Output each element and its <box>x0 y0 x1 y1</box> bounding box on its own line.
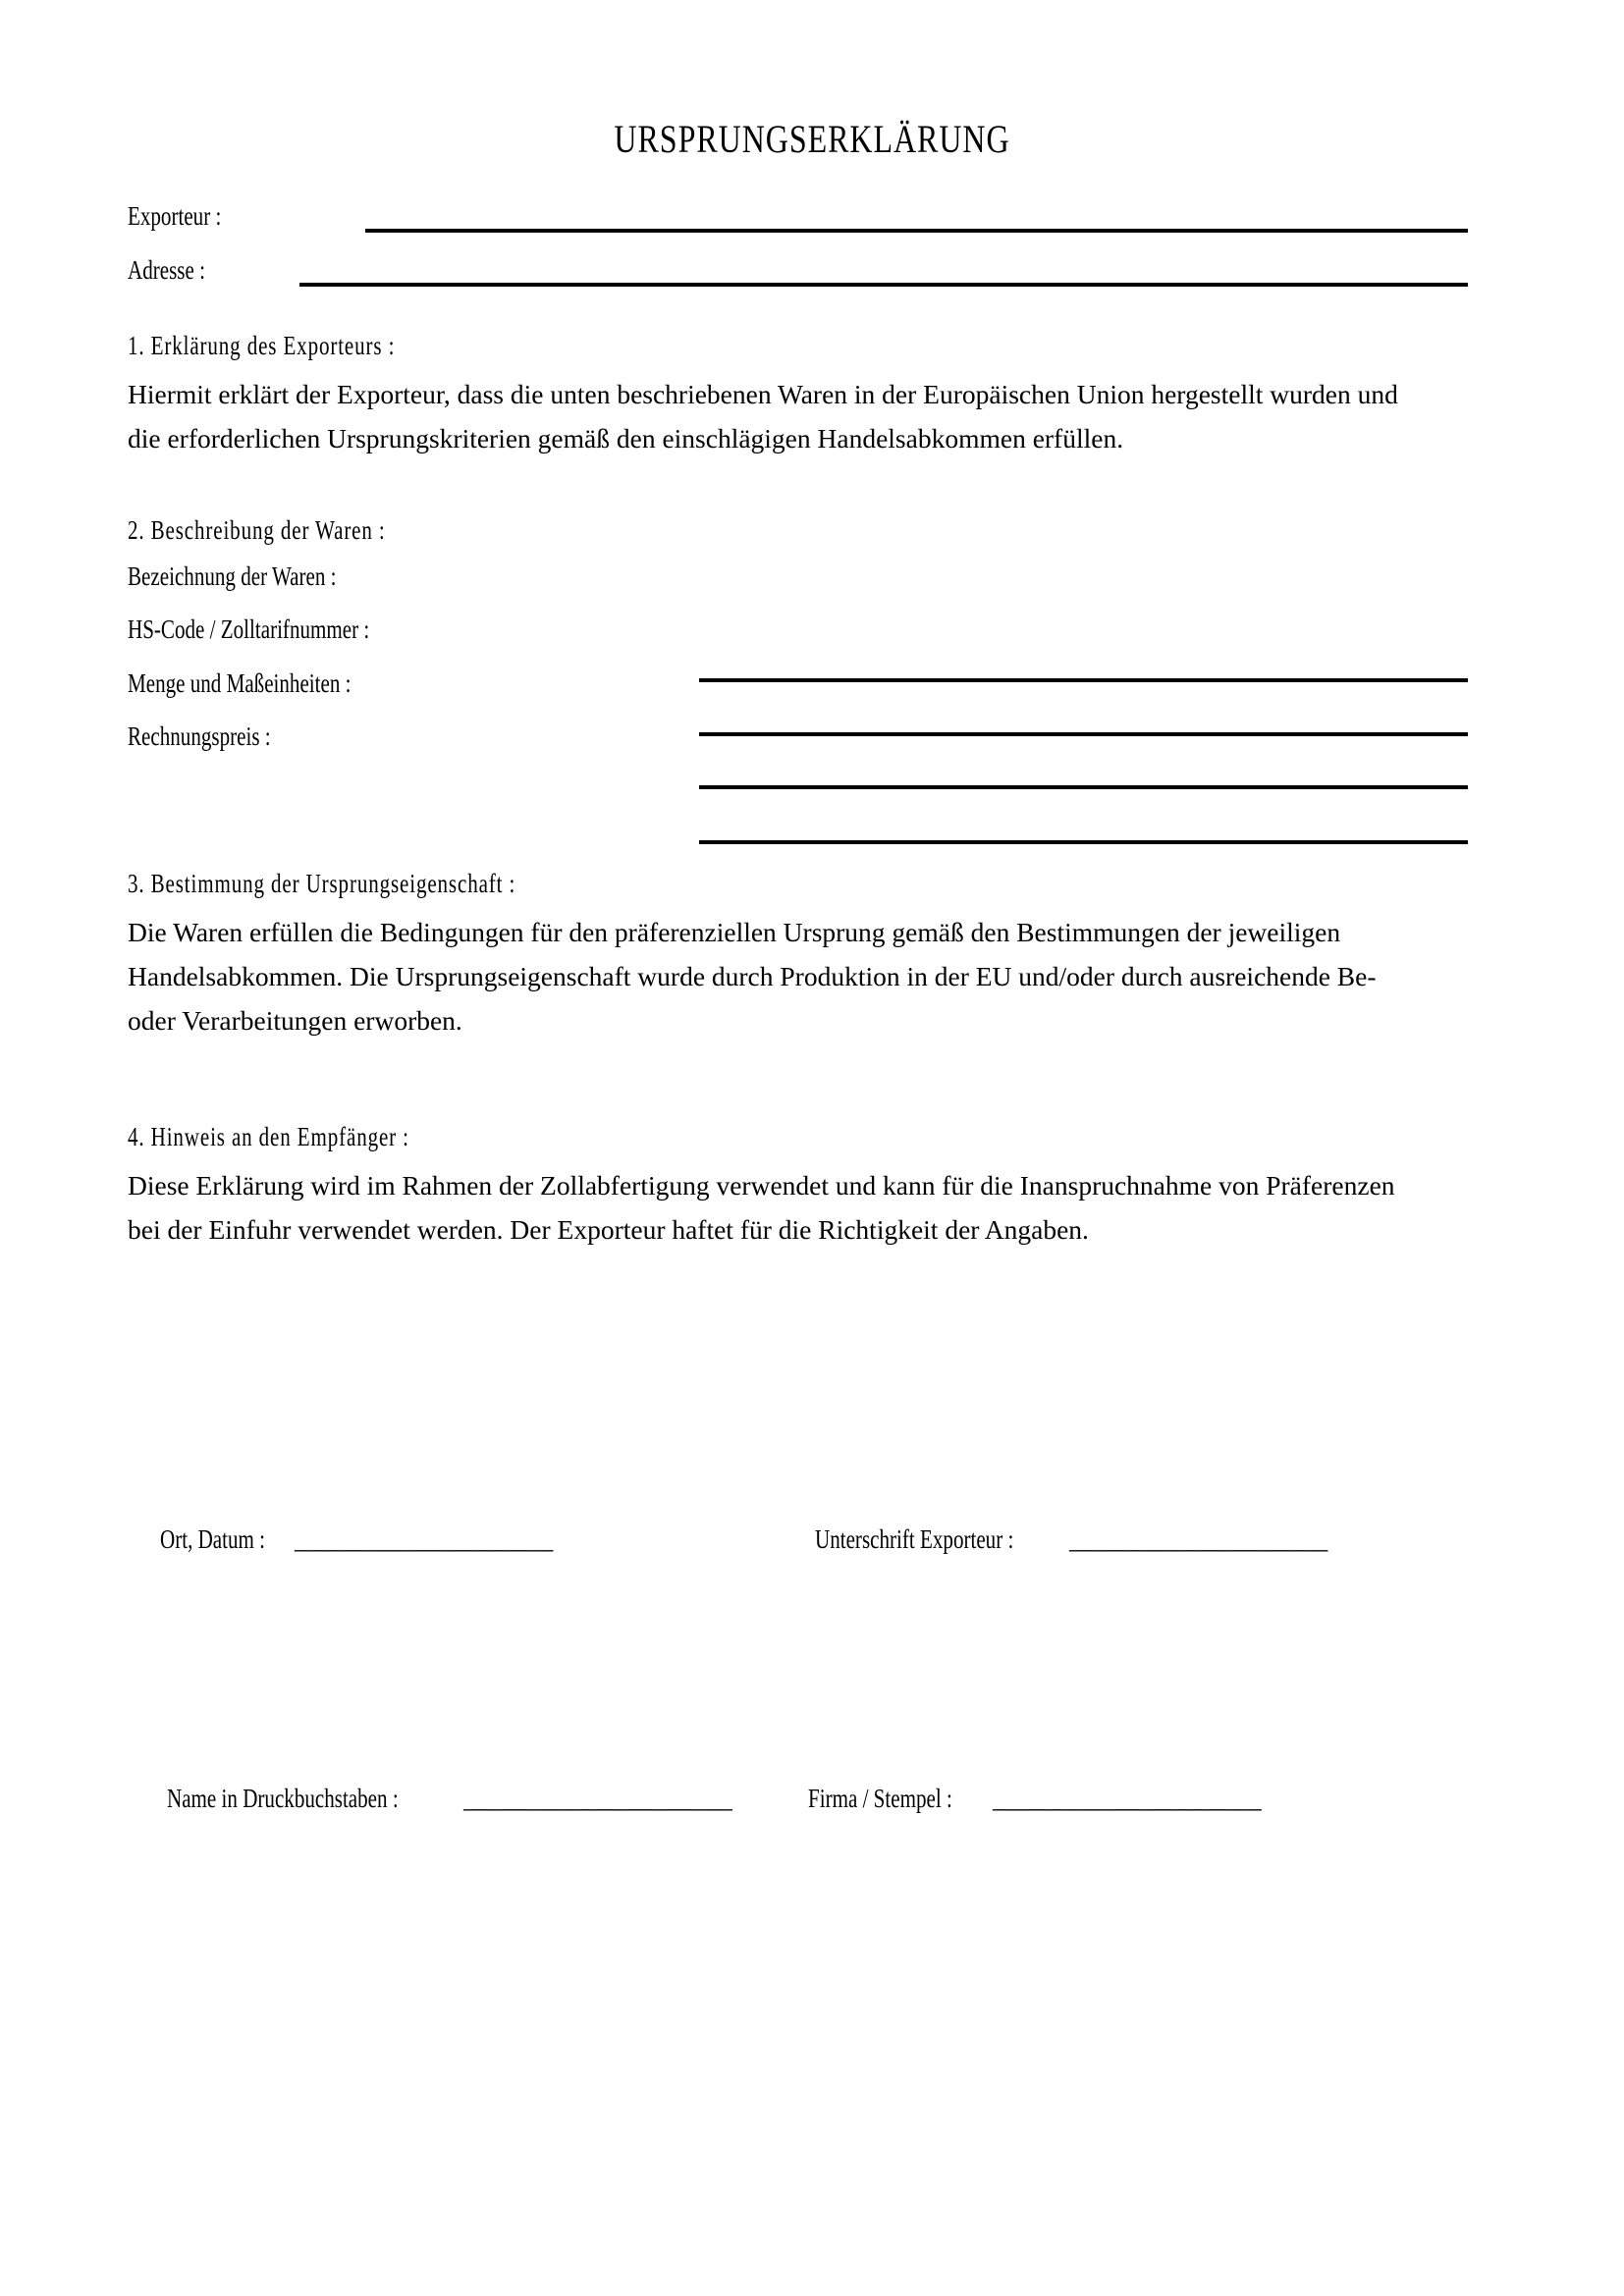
ort-datum-blank[interactable]: _________________________ <box>295 1524 554 1554</box>
field-label-rechnungspreis <box>128 723 311 750</box>
signature-row-name-firma <box>167 1784 1337 1814</box>
page-title: URSPRUNGSERKLÄRUNG <box>614 117 1010 161</box>
section-heading-4 <box>128 1124 489 1150</box>
section-paragraph-4 <box>128 1163 1395 1252</box>
rechnungspreis-label-text: Rechnungspreis : <box>128 721 271 751</box>
section-4-line-1: Diese Erklärung wird im Rahmen der Zollabfertigung verwendet und kann für die Inanspruchnahme von Präferenzen <box>128 1170 1395 1201</box>
section-heading-1 <box>128 333 470 359</box>
field-rule-exporteur[interactable] <box>365 229 1468 233</box>
firma-stempel-label: Firma / Stempel : <box>808 1784 952 1813</box>
field-label-bezeichnung <box>128 563 395 590</box>
ort-datum-label: Ort, Datum : <box>160 1524 266 1554</box>
adresse-label-text: Adresse : <box>128 255 205 285</box>
section-paragraph-1 <box>128 372 1398 460</box>
unterschrift-exporteur-blank[interactable]: _________________________ <box>1069 1524 1328 1554</box>
field-rule-hscode[interactable] <box>699 732 1468 736</box>
field-rule-adresse[interactable] <box>299 283 1468 287</box>
bezeichnung-label-text: Bezeichnung der Waren : <box>128 561 337 591</box>
menge-label-text: Menge und Maßeinheiten : <box>128 668 352 698</box>
field-label-hscode <box>128 616 438 643</box>
field-rule-rechnungspreis[interactable] <box>699 840 1468 844</box>
field-label-menge <box>128 670 414 697</box>
section-1-line-2: die erforderlichen Ursprungskriterien gemäß den einschlägigen Handelsabkommen erfüllen. <box>128 423 1124 454</box>
signature-row-ort-datum <box>160 1524 626 1555</box>
section-1-line-1: Hiermit erklärt der Exporteur, dass die unten beschriebenen Waren in der Europäischen Union hergestellt wurden und <box>128 379 1398 409</box>
section-heading-2 <box>128 517 459 544</box>
section-3-line-1: Die Waren erfüllen die Bedingungen für den präferenziellen Ursprung gemäß den Bestimmungen der jeweiligen <box>128 917 1341 947</box>
section-3-line-2: Handelsabkommen. Die Ursprungseigenschaft wurde durch Produktion in der EU und/oder durch ausreichende Be- <box>128 961 1377 991</box>
hscode-label-text: HS-Code / Zolltarifnummer : <box>128 614 370 644</box>
field-rule-menge[interactable] <box>699 785 1468 789</box>
section-paragraph-3 <box>128 910 1377 1042</box>
field-label-adresse <box>128 257 227 284</box>
firma-stempel-blank[interactable]: __________________________ <box>993 1784 1263 1813</box>
unterschrift-exporteur-label: Unterschrift Exporteur : <box>815 1524 1014 1554</box>
name-druckbuchstaben-label: Name in Druckbuchstaben : <box>167 1784 399 1813</box>
field-rule-bezeichnung[interactable] <box>699 678 1468 682</box>
section-heading-3-text: 3. Bestimmung der Ursprungseigenschaft : <box>128 869 516 898</box>
exporteur-label-text: Exporteur : <box>128 201 222 231</box>
section-heading-3 <box>128 871 625 897</box>
field-label-exporteur <box>128 203 247 230</box>
section-heading-4-text: 4. Hinweis an den Empfänger : <box>128 1122 409 1151</box>
section-heading-2-text: 2. Beschreibung der Waren : <box>128 515 386 545</box>
signature-row-unterschrift <box>815 1524 1401 1555</box>
name-druckbuchstaben-blank[interactable]: __________________________ <box>463 1784 732 1813</box>
section-4-line-2: bei der Einfuhr verwendet werden. Der Exporteur haftet für die Richtigkeit der Angaben. <box>128 1214 1089 1245</box>
section-heading-1-text: 1. Erklärung des Exporteurs : <box>128 331 396 360</box>
section-3-line-3: oder Verarbeitungen erworben. <box>128 1005 462 1036</box>
